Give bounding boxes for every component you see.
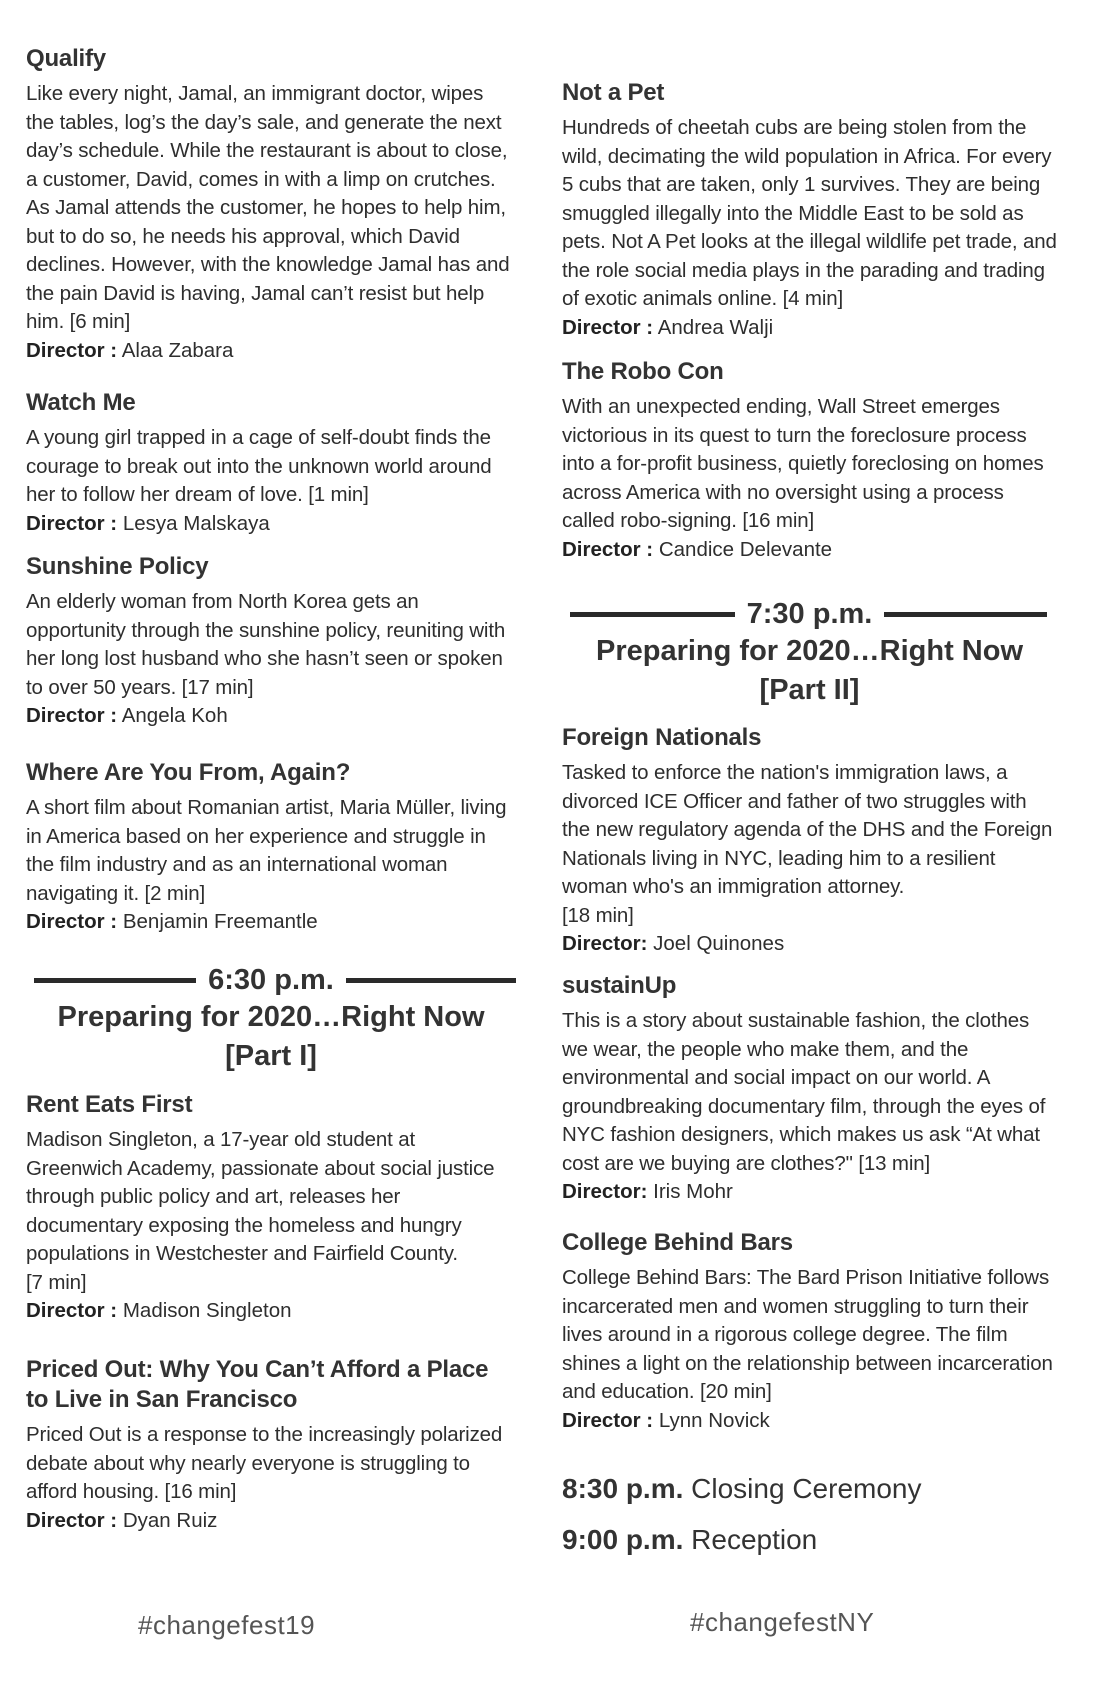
director-name: Joel Quinones — [653, 932, 785, 955]
director-name: Lesya Malskaya — [122, 511, 270, 535]
block-header-730 — [562, 597, 1057, 709]
director-label: Director: — [562, 932, 648, 955]
film-director — [26, 1297, 516, 1325]
film-where-are-you-from — [26, 758, 516, 936]
film-qualify — [26, 44, 516, 365]
film-title: Rent Eats First — [26, 1091, 193, 1118]
event-time: 8:30 p.m. — [562, 1473, 684, 1504]
director-label: Director : — [562, 537, 654, 561]
film-description: Madison Singleton, a 17-year old student at Greenwich Academy, passionate about social justice through public policy and art, releases her documentary exposing the homeless and hungry populations in Westchester and Fairfield County. — [26, 1128, 495, 1265]
film-sunshine-policy — [26, 552, 516, 730]
director-name: Madison Singleton — [122, 1299, 292, 1322]
director-label: Director : — [26, 910, 118, 933]
event-time: 9:00 p.m. — [562, 1524, 684, 1555]
time-row — [562, 597, 1057, 631]
hashtag-footer: #changefestNY — [690, 1607, 875, 1637]
director-label: Director : — [26, 511, 118, 535]
director-label: Director : — [26, 1508, 118, 1532]
film-description: Tasked to enforce the nation's immigration laws, a divorced ICE Officer and father of two struggles with the new regulatory agenda of the DHS and the Foreign Nationals living in NYC, leading him to a resilient woman who's an immigration attorney. — [562, 761, 1053, 898]
film-description: An elderly woman from North Korea gets an opportunity through the sunshine policy, reuniting with her long lost husband who she hasn’t seen or spoken to over 50 years. [17 min] — [26, 590, 506, 699]
film-director — [26, 510, 516, 538]
film-title: Foreign Nationals — [562, 724, 762, 751]
film-director — [26, 702, 516, 730]
director-name: Iris Mohr — [653, 1180, 733, 1203]
director-label: Director : — [26, 704, 118, 727]
film-sustainup — [562, 971, 1057, 1206]
director-label: Director : — [562, 1408, 654, 1432]
film-director — [562, 314, 1057, 342]
film-director — [26, 337, 516, 365]
film-description: A young girl trapped in a cage of self-doubt finds the courage to break out into the unknown world around her to follow her dream of love. [1 min] — [26, 426, 492, 506]
event-reception — [562, 1523, 817, 1557]
film-the-robo-con — [562, 357, 1057, 564]
film-duration: [7 min] — [26, 1270, 87, 1294]
film-title: Not a Pet — [562, 79, 665, 106]
film-description: This is a story about sustainable fashion, the clothes we wear, the people who make them, and the environmental and social impact on our world. A groundbreaking documentary film, through the eyes of NYC fashion designers, which makes us ask “At what cost are we buying are clothes?" [13 min] — [562, 1009, 1046, 1175]
film-description: Like every night, Jamal, an immigrant doctor, wipes the tables, log’s the day’s sale, and generate the next day’s schedule. While the restaurant is about to close, a customer, David, comes in with a limp on crutches. As Jamal attends the customer, he hopes to help him, but to do so, he needs his approval, which David declines. However, with the knowledge Jamal has and the pain David is having, Jamal can’t resist but help him. [6 min] — [26, 82, 510, 333]
block-title-line1: Preparing for 2020…Right Now — [57, 1001, 485, 1033]
film-description: With an unexpected ending, Wall Street emerges victorious in its quest to turn the foreclosure process into a for-profit business, quietly foreclosing on homes across America with no oversight using a process called robo-signing. [16 min] — [562, 395, 1044, 532]
film-title: College Behind Bars — [562, 1229, 793, 1256]
film-description: Hundreds of cheetah cubs are being stolen from the wild, decimating the wild population in Africa. For every 5 cubs that are taken, only 1 survives. They are being smuggled illegally into the Middle East to be sold as pets. Not A Pet looks at the illegal wildlife pet trade, and the role social media plays in the parading and trading of exotic animals online. [4 min] — [562, 116, 1057, 310]
time-row — [26, 963, 516, 997]
film-title: Priced Out: Why You Can’t Afford a Place to Live in San Francisco — [26, 1356, 489, 1413]
director-label: Director : — [562, 315, 654, 339]
event-label: Reception — [691, 1524, 818, 1555]
director-name: Angela Koh — [121, 704, 228, 727]
film-duration: [18 min] — [562, 903, 634, 927]
block-time: 6:30 p.m. — [196, 963, 346, 997]
film-title: sustainUp — [562, 972, 677, 999]
film-description: College Behind Bars: The Bard Prison Initiative follows incarcerated men and women struggling to turn their lives around in a rigorous college degree. The film shines a light on the relationship between incarceration and education. [20 min] — [562, 1266, 1053, 1403]
block-header-630 — [26, 963, 516, 1075]
director-name: Lynn Novick — [658, 1408, 770, 1432]
film-director — [562, 930, 1057, 958]
hashtag-footer: #changefest19 — [138, 1610, 316, 1640]
film-title: Watch Me — [26, 389, 136, 416]
film-title: Qualify — [26, 45, 106, 72]
film-description: A short film about Romanian artist, Maria Müller, living in America based on her experience and struggle in the film industry and as an international woman navigating it. [2 min] — [26, 796, 507, 905]
director-name: Andrea Walji — [657, 315, 774, 339]
film-foreign-nationals — [562, 723, 1057, 958]
director-label: Director : — [26, 1299, 118, 1322]
director-label: Director: — [562, 1180, 648, 1203]
film-college-behind-bars — [562, 1228, 1057, 1435]
director-label: Director : — [26, 338, 118, 362]
film-rent-eats-first — [26, 1090, 516, 1325]
film-priced-out — [26, 1355, 516, 1535]
film-director — [562, 536, 1057, 564]
event-label: Closing Ceremony — [691, 1473, 922, 1504]
film-title: Where Are You From, Again? — [26, 759, 351, 786]
director-name: Candice Delevante — [658, 537, 833, 561]
film-director — [26, 908, 516, 936]
block-title-line2: [Part I] — [225, 1040, 317, 1072]
block-title-line2: [Part II] — [759, 674, 860, 706]
film-director — [562, 1407, 1057, 1435]
director-name: Benjamin Freemantle — [122, 910, 318, 933]
film-title: Sunshine Policy — [26, 553, 209, 580]
film-description: Priced Out is a response to the increasingly polarized debate about why nearly everyone is struggling to afford housing. [16 min] — [26, 1423, 503, 1503]
film-director — [562, 1178, 1057, 1206]
director-name: Dyan Ruiz — [122, 1508, 218, 1532]
film-title: The Robo Con — [562, 358, 724, 385]
director-name: Alaa Zabara — [121, 338, 234, 362]
film-director — [26, 1507, 516, 1535]
event-closing-ceremony — [562, 1472, 922, 1506]
block-time: 7:30 p.m. — [735, 597, 885, 631]
film-watch-me — [26, 388, 516, 538]
film-not-a-pet — [562, 78, 1057, 342]
block-title-line1: Preparing for 2020…Right Now — [595, 635, 1023, 667]
